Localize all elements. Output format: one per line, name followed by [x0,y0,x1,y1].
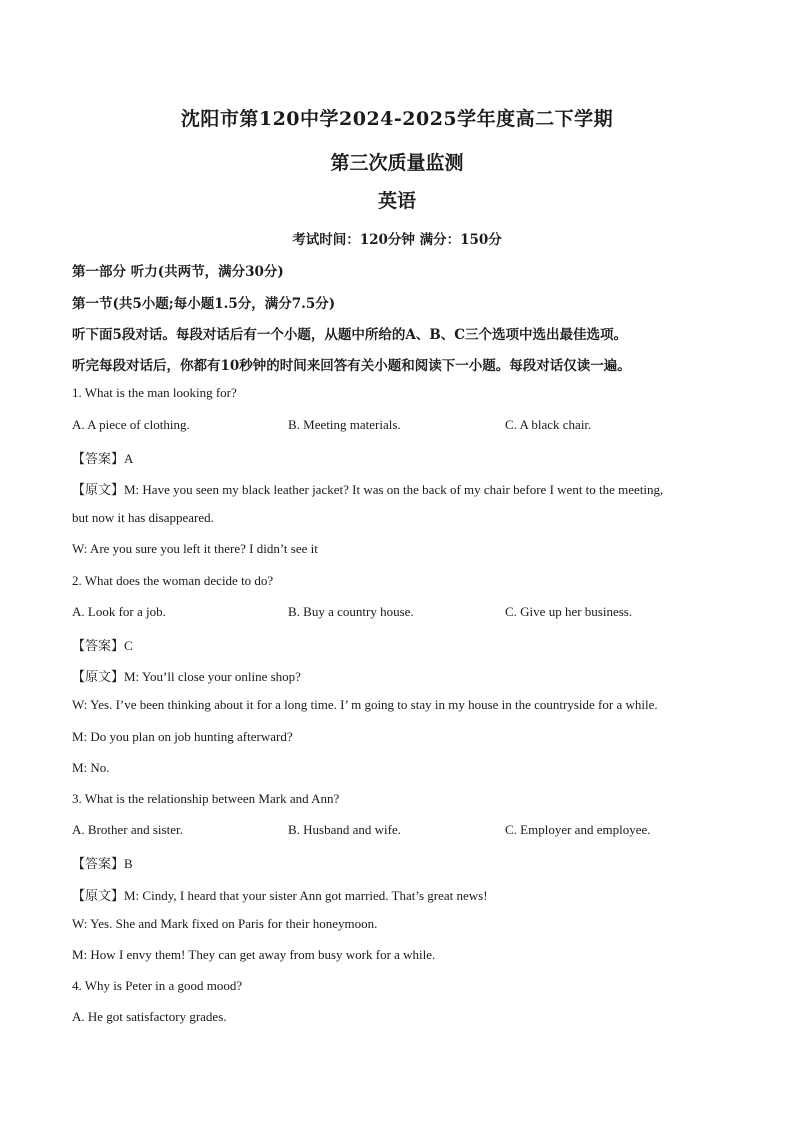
q1-option-b: B. Meeting materials. [288,417,401,432]
q2-option-b: B. Buy a country house. [288,604,414,619]
q2-script-4: M: No. [72,760,110,775]
q1-script-1: 【原文】M: Have you seen my black leather jacket? It was on the back of my chair before I went to the meeting, [72,482,664,497]
q2-script-3: M: Do you plan on job hunting afterward? [72,729,293,744]
q2-script-1: 【原文】M: You’ll close your online shop? [72,669,301,684]
q3-answer: 【答案】B [72,856,133,871]
q3-script-1: 【原文】M: Cindy, I heard that your sister Ann got married. That’s great news! [72,888,488,903]
question-4: 4. Why is Peter in a good mood? [72,978,243,993]
q3-script-2: W: Yes. She and Mark fixed on Paris for their honeymoon. [72,916,378,931]
q2-answer: 【答案】C [72,638,133,653]
section-sub: 第一节(共5小题;每小题1.5分，满分7.5分) [72,296,336,312]
q1-answer: 【答案】A [72,451,134,466]
q2-script-2: W: Yes. I’ve been thinking about it for a long time. I’ m going to stay in my house in the countryside for a while. [72,697,658,712]
q2-option-a: A. Look for a job. [72,604,166,619]
q3-option-c: C. Employer and employee. [505,822,651,837]
q3-script-3: M: How I envy them! They can get away from busy work for a while. [72,947,436,962]
q1-script-3: W: Are you sure you left it there? I didn’t see it [72,541,318,556]
q2-option-c: C. Give up her business. [505,604,633,619]
exam-info: 考试时间：120分钟 满分：150分 [292,232,502,248]
q1-option-c: C. A black chair. [505,417,592,432]
q3-option-b: B. Husband and wife. [288,822,402,837]
question-3: 3. What is the relationship between Mark and Ann? [72,791,340,806]
instruction-line-1: 听下面5段对话。每段对话后有一个小题，从题中所给的A、B、C三个选项中选出最佳选项。 [72,327,628,343]
subject-title: 英语 [377,190,416,212]
section-part: 第一部分 听力(共两节，满分30分) [72,264,284,280]
q1-script-2: but now it has disappeared. [72,510,214,525]
instruction-line-2: 听完每段对话后，你都有10秒钟的时间来回答有关小题和阅读下一小题。每段对话仅读一遍。 [72,358,631,374]
q3-option-a: A. Brother and sister. [72,822,183,837]
page-title: 沈阳市第120中学2024-2025学年度高二下学期 [180,108,614,130]
question-2: 2. What does the woman decide to do? [72,573,274,588]
q1-option-a: A. A piece of clothing. [72,417,190,432]
page-subtitle: 第三次质量监测 [330,152,464,174]
q4-option-a: A. He got satisfactory grades. [72,1009,227,1024]
question-1: 1. What is the man looking for? [72,385,237,400]
